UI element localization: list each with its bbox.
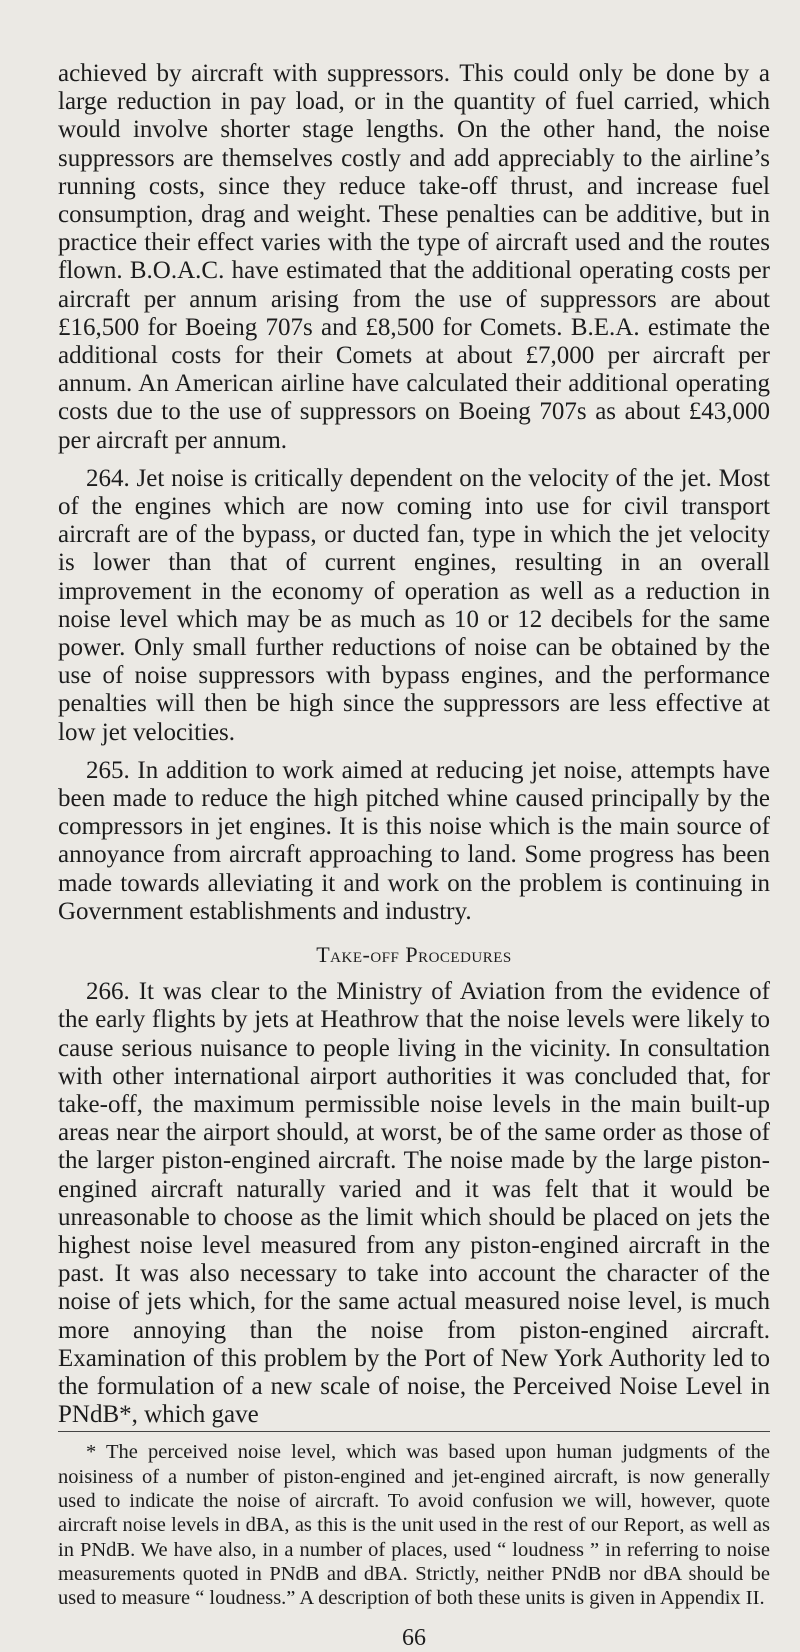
paragraph-265: 265. In addition to work aimed at reducing jet noise, attempts have been made to reduce the high pitched whine caused principally by the compressors in jet engines. It is this noise which is the main source of annoyance from aircraft approaching to land. Some progress has been made towards alleviating it and work on the problem is continuing in Government establishments and industry.: [58, 756, 770, 925]
footnote: * The perceived noise level, which was based upon human judgments of the noisiness of a number of piston-engined and jet-engined aircraft, is now generally used to indicate the noise of aircraft. To avoid confusion we will, however, quote aircraft noise levels in dBA, as this is the unit used in the rest of our Report, as well as in PNdB. We have also, in a number of places, used “ loudness ” in referring to noise measurements quoted in PNdB and dBA. Strictly, neither PNdB nor dBA should be used to measure “ loudness.” A description of both these units is given in Appendix II.: [58, 1441, 770, 1610]
page-number: 66: [402, 1625, 426, 1652]
paragraph-264: 264. Jet noise is critically dependent on the velocity of the jet. Most of the engines which are now coming into use for civil transport aircraft are of the bypass, or ducted fan, type in which the jet velocity is lower than that of current engines, resulting in an overall improvement in the economy of operation as well as a reduction in noise level which may be as much as 10 or 12 decibels for the same power. Only small further reductions of noise can be obtained by the use of noise suppressors with bypass engines, and the performance penalties will then be high since the suppressors are less effective at low jet velocities.: [58, 464, 770, 746]
paragraph-continuation: achieved by aircraft with suppressors. This could only be done by a large reduction in pay load, or in the quantity of fuel carried, which would involve shorter stage lengths. On the other hand, the noise suppressors are themselves costly and add appreciably to the airline’s running costs, since they reduce take-off thrust, and increase fuel consumption, drag and weight. These penalties can be additive, but in practice their effect varies with the type of aircraft used and the routes flown. B.O.A.C. have estimated that the additional operating costs per aircraft per annum arising from the use of suppressors are about £16,500 for Boeing 707s and £8,500 for Comets. B.E.A. estimate the additional costs for their Comets at about £7,000 per aircraft per annum. An American airline have calculated their additional operating costs due to the use of suppressors on Boeing 707s as about £43,000 per aircraft per annum.: [58, 60, 770, 454]
paragraph-266: 266. It was clear to the Ministry of Aviation from the evidence of the early flights by jets at Heathrow that the noise levels were likely to cause serious nuisance to people living in the vicinity. In consultation with other international airport authorities it was concluded that, for take-off, the maximum permissible noise levels in the main built-up areas near the airport should, at worst, be of the same order as those of the larger piston-engined aircraft. The noise made by the large piston-engined aircraft naturally varied and it was felt that it would be unreasonable to choose as the limit which should be placed on jets the highest noise level measured from any piston-engined aircraft in the past. It was also necessary to take into account the character of the noise of jets which, for the same actual measured noise level, is much more annoying than the noise from piston-engined aircraft. Examination of this problem by the Port of New York Authority led to the formulation of a new scale of noise, the Perceived Noise Level in PNdB*, which gave: [58, 978, 770, 1429]
footnote-divider: [58, 1431, 770, 1432]
section-heading: Take-off Procedures: [316, 942, 512, 968]
